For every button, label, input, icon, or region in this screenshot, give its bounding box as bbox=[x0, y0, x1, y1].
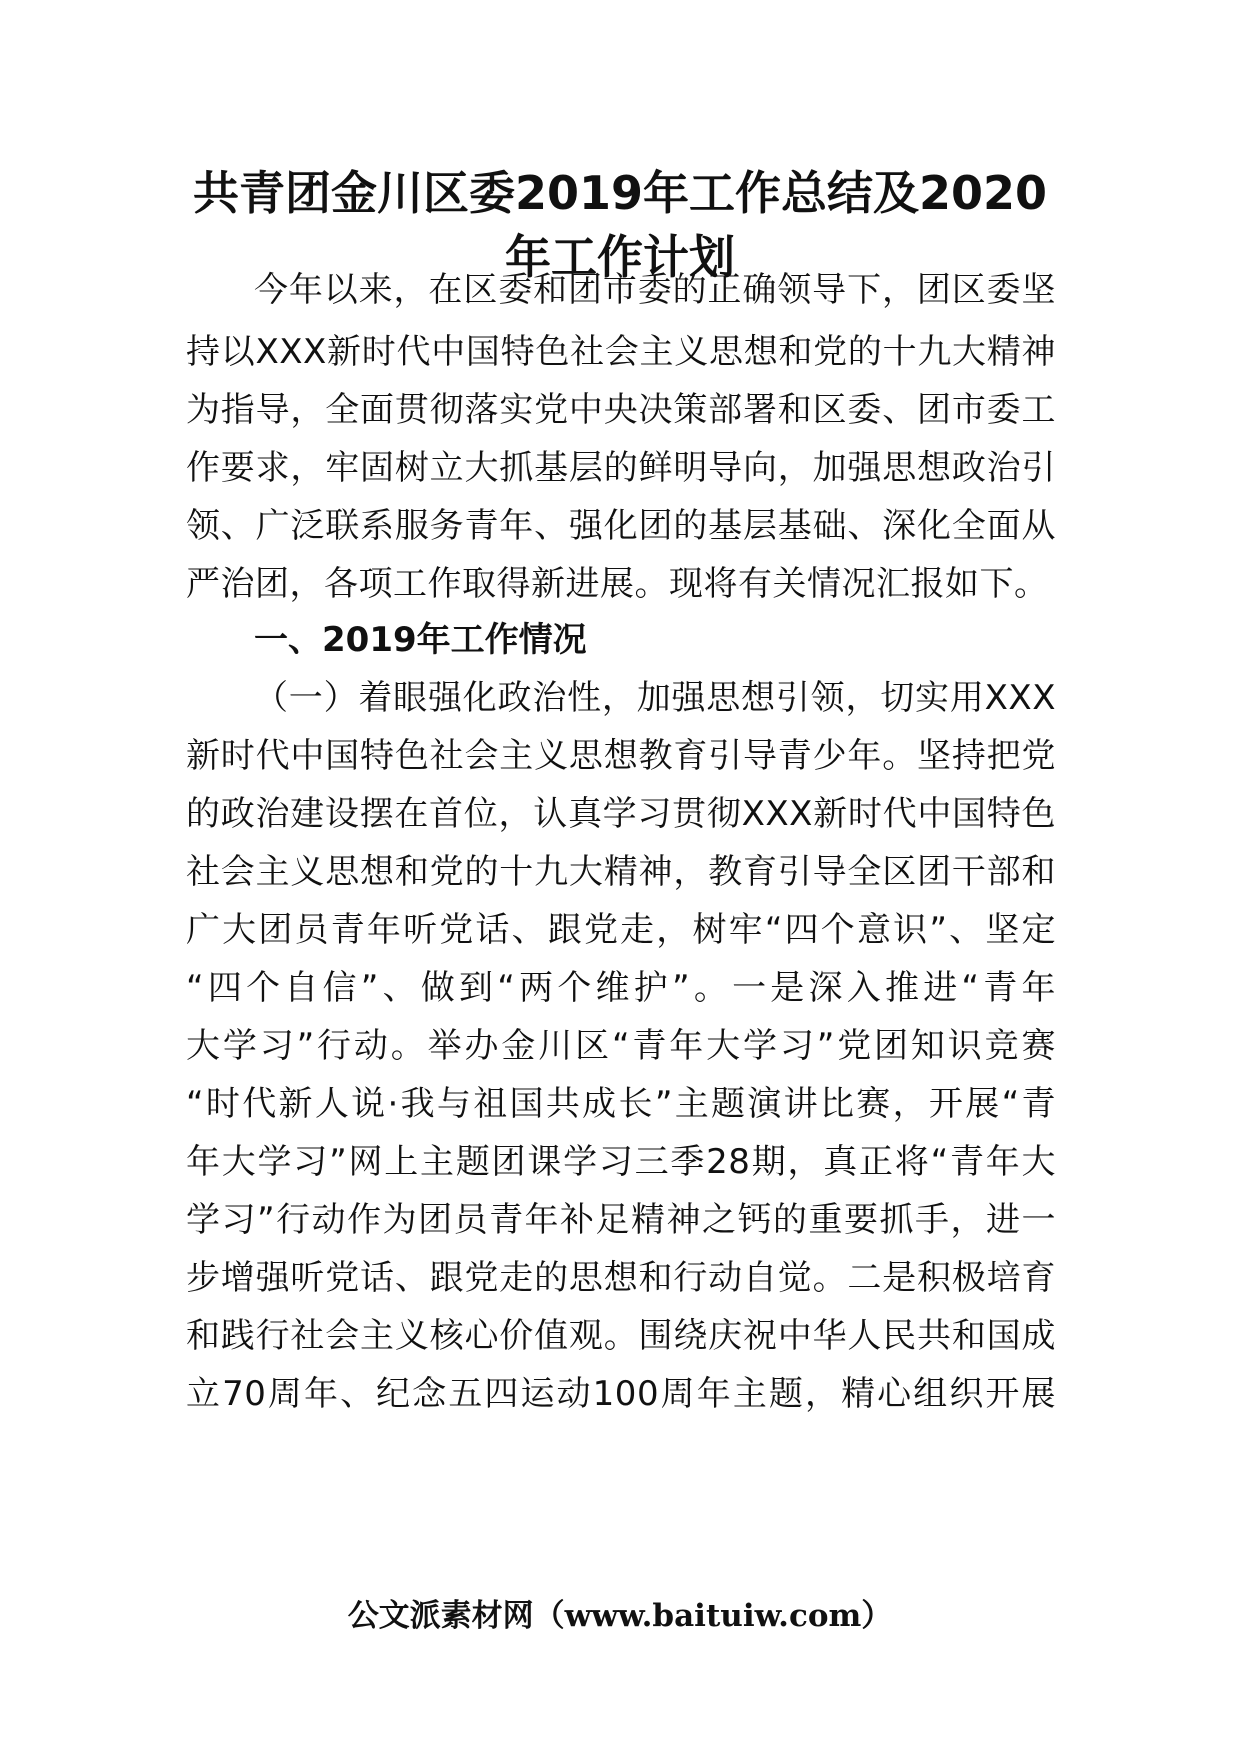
paragraph-line: 作要求，牢固树立大抓基层的鲜明导向，加强思想政治引 bbox=[186, 448, 1056, 488]
paragraph-line: 和践行社会主义核心价值观。围绕庆祝中华人民共和国成 bbox=[186, 1316, 1056, 1356]
paragraph-line: 新时代中国特色社会主义思想教育引导青少年。坚持把党 bbox=[186, 736, 1056, 776]
paragraph-line: 领、广泛联系服务青年、强化团的基层基础、深化全面从 bbox=[186, 506, 1056, 546]
paragraph-line: 年大学习”网上主题团课学习三季28期，真正将“青年大 bbox=[186, 1142, 1056, 1182]
paragraph-line: 社会主义思想和党的十九大精神，教育引导全区团干部和 bbox=[186, 852, 1056, 892]
paragraph-line: （一）着眼强化政治性，加强思想引领，切实用XXX bbox=[254, 678, 1056, 718]
paragraph-line: 今年以来，在区委和团市委的正确领导下，团区委坚 bbox=[254, 270, 1056, 310]
paragraph-line: 大学习”行动。举办金川区“青年大学习”党团知识竞赛 bbox=[186, 1026, 1056, 1066]
footer-watermark: 公文派素材网（www.baituiw.com） bbox=[347, 1598, 893, 1634]
paragraph-line: 步增强听党话、跟党走的思想和行动自觉。二是积极培育 bbox=[186, 1258, 1056, 1298]
paragraph-line: 严治团，各项工作取得新进展。现将有关情况汇报如下。 bbox=[186, 564, 1049, 604]
document-title-line2: 年工作计划 bbox=[505, 230, 735, 284]
paragraph-line: 立70周年、纪念五四运动100周年主题，精心组织开展 bbox=[186, 1374, 1056, 1414]
paragraph-line: 持以XXX新时代中国特色社会主义思想和党的十九大精神 bbox=[186, 332, 1056, 372]
document-title-line1: 共青团金川区委2019年工作总结及2020 bbox=[192, 166, 1048, 220]
section-heading: 一、2019年工作情况 bbox=[254, 620, 587, 660]
paragraph-line: 学习”行动作为团员青年补足精神之钙的重要抓手，进一 bbox=[186, 1200, 1056, 1240]
paragraph-line: “时代新人说·我与祖国共成长”主题演讲比赛，开展“青 bbox=[186, 1084, 1056, 1124]
paragraph-line: 的政治建设摆在首位，认真学习贯彻XXX新时代中国特色 bbox=[186, 794, 1056, 834]
paragraph-line: 为指导，全面贯彻落实党中央决策部署和区委、团市委工 bbox=[186, 390, 1056, 430]
paragraph-line: “四个自信”、做到“两个维护”。一是深入推进“青年 bbox=[186, 968, 1056, 1008]
paragraph-line: 广大团员青年听党话、跟党走，树牢“四个意识”、坚定 bbox=[186, 910, 1056, 950]
